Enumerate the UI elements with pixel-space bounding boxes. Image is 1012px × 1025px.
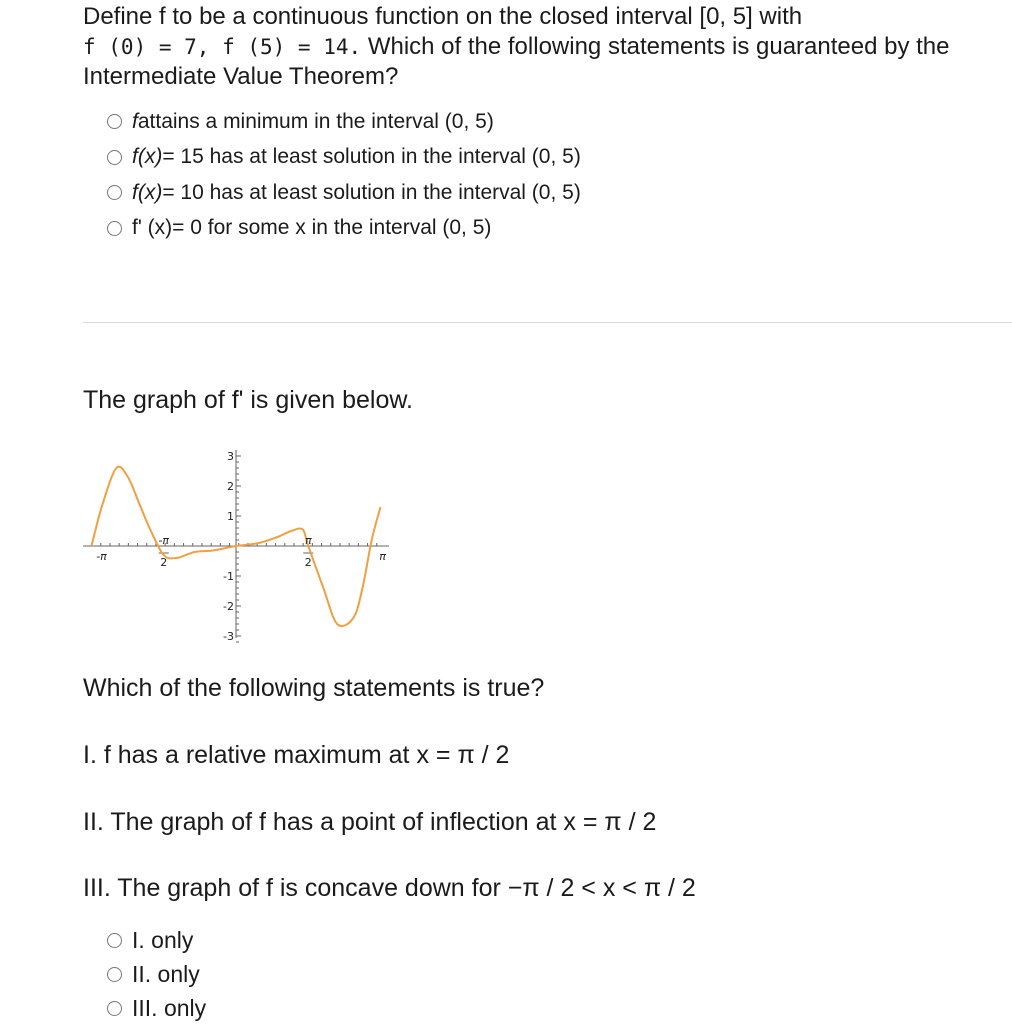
y-tick-label: -1 xyxy=(223,570,234,583)
q1-option-3[interactable] xyxy=(107,175,1003,211)
radio-button[interactable] xyxy=(107,114,122,129)
option-label: = 0 for some x in the interval (0, 5) xyxy=(172,216,492,240)
question-1-options xyxy=(107,104,1003,246)
radio-button[interactable] xyxy=(107,150,122,165)
q1-option-4[interactable] xyxy=(107,211,1003,247)
radio-button[interactable] xyxy=(107,221,122,236)
question-1 xyxy=(83,2,1003,246)
question-2-prompt: Which of the following statements is true? xyxy=(83,674,545,702)
option-label: = 15 has at least solution in the interval (0, 5) xyxy=(162,145,581,169)
y-tick-label: -3 xyxy=(223,630,234,643)
y-tick-label: 2 xyxy=(227,480,234,493)
option-label: attains a minimum in the interval (0, 5) xyxy=(137,109,494,133)
axis-ticks xyxy=(92,456,377,642)
radio-button[interactable] xyxy=(107,933,122,948)
q2-option-2[interactable] xyxy=(107,957,206,991)
x-tick-label-denominator: 2 xyxy=(160,556,168,569)
q2-option-1[interactable] xyxy=(107,923,206,957)
option-label: III. only xyxy=(132,994,207,1021)
statement-1: I. f has a relative maximum at x = π / 2 xyxy=(83,741,510,769)
option-italic: f xyxy=(132,109,138,133)
stem-text: Define f to be a continuous function on the closed interval [0, 5] with xyxy=(83,3,803,30)
section-divider xyxy=(83,322,1012,323)
stem-text-2: Which of the following statements is guaranteed by the Intermediate Value Theorem? xyxy=(83,33,950,90)
question-1-stem xyxy=(83,2,1003,92)
option-italic: f' (x) xyxy=(132,216,173,240)
x-tick-label-numerator: -π xyxy=(158,534,170,547)
q1-option-1[interactable] xyxy=(107,104,1003,140)
y-tick-label: 3 xyxy=(227,450,234,463)
option-label: I. only xyxy=(132,926,194,953)
x-tick-label-numerator: π xyxy=(304,534,312,547)
x-tick-label: -π xyxy=(96,550,107,563)
q1-option-2[interactable] xyxy=(107,140,1003,176)
option-italic: f(x) xyxy=(132,180,163,204)
option-label: = 10 has at least solution in the interval (0, 5) xyxy=(162,180,581,204)
option-label: II. only xyxy=(132,960,200,987)
y-tick-label: 1 xyxy=(227,510,234,523)
q2-option-3[interactable] xyxy=(107,991,206,1025)
stem-values: f (0) = 7, f (5) = 14. xyxy=(83,35,362,59)
radio-button[interactable] xyxy=(107,1001,122,1016)
graph-intro-text: The graph of f' is given below. xyxy=(83,386,413,414)
radio-button[interactable] xyxy=(107,967,122,982)
radio-button[interactable] xyxy=(107,185,122,200)
option-italic: f(x) xyxy=(132,145,163,169)
statement-3: III. The graph of f is concave down for −π / 2 < x < π / 2 xyxy=(83,874,696,902)
question-2-options xyxy=(107,923,206,1025)
derivative-graph xyxy=(83,448,403,644)
x-tick-label-denominator: 2 xyxy=(304,556,312,569)
y-tick-label: -2 xyxy=(223,600,234,613)
x-tick-label: π xyxy=(379,550,386,563)
statement-2: II. The graph of f has a point of inflection at x = π / 2 xyxy=(83,808,657,836)
